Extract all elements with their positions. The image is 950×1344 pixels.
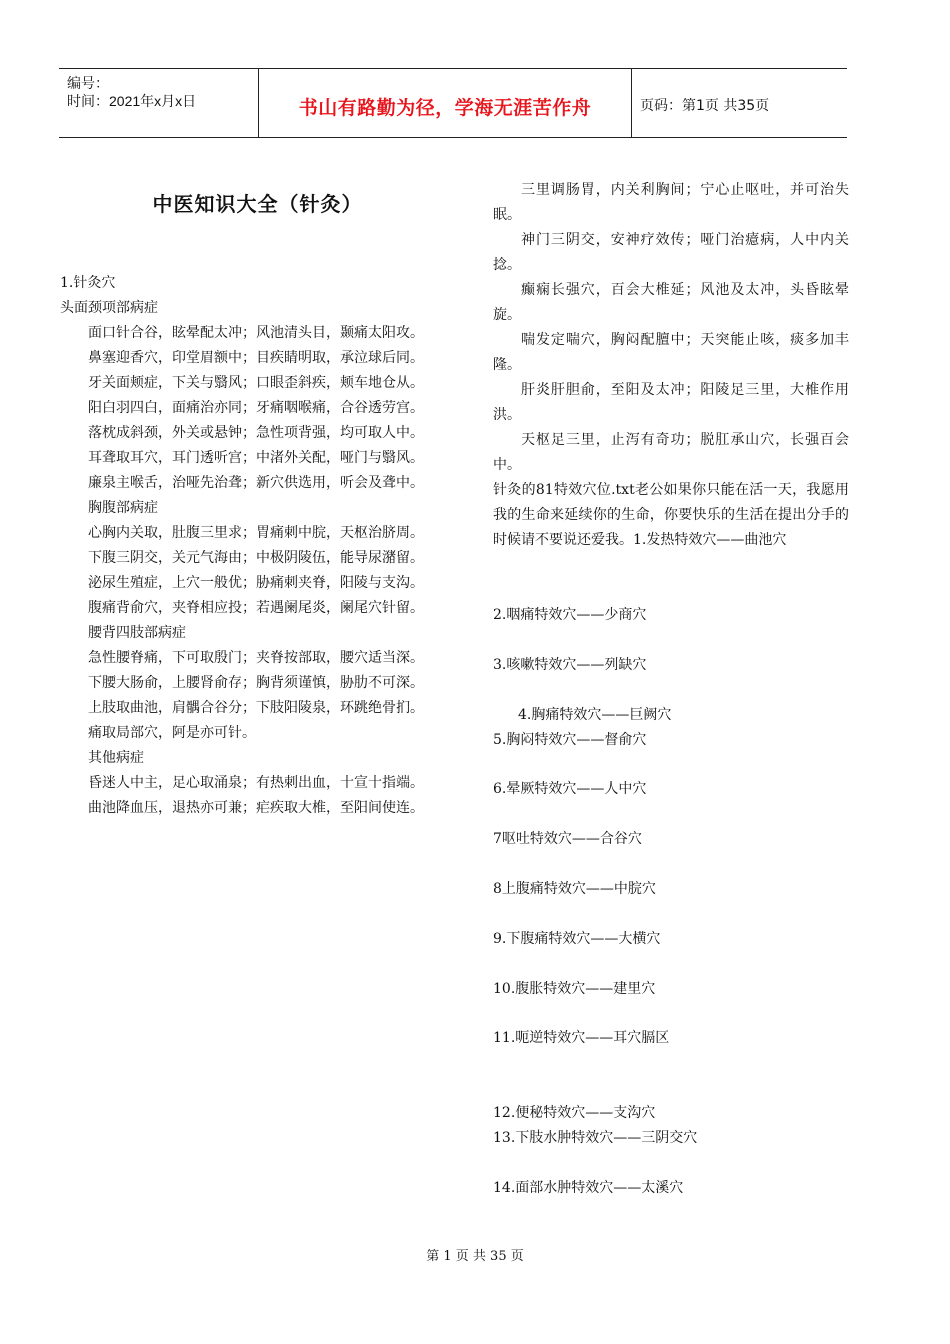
verse-paragraph: 心胸内关取，肚腹三里求；胃痛刺中脘，天枢治脐周。 — [88, 525, 424, 541]
page-header — [59, 68, 847, 138]
page-footer: 第 1 页 共 35 页 — [426, 1249, 524, 1264]
document-title: 中医知识大全（针灸） — [152, 192, 363, 216]
verse-paragraph: 廉泉主喉舌，治哑先治聋；新穴供选用，听会及聋中。 — [88, 475, 424, 491]
verse-paragraph: 昏迷人中主，足心取涌泉；有热刺出血，十宣十指端。 — [88, 775, 424, 791]
header-motto-cell — [259, 69, 632, 137]
list-item: 13.下肢水肿特效穴——三阴交穴 — [493, 1130, 698, 1146]
header-page-cell — [632, 69, 847, 137]
list-item: 11.呃逆特效穴——耳穴膈区 — [493, 1030, 670, 1046]
verse-paragraph: 癫痫长强穴，百会大椎延；风池及太冲，头昏眩晕旋。 — [493, 282, 849, 323]
document-number-label: 编号： — [67, 75, 109, 91]
list-item: 4.胸痛特效穴——巨阙穴 — [518, 707, 672, 723]
verse-paragraph: 痛取局部穴，阿是亦可针。 — [88, 725, 256, 741]
verse-paragraph: 三里调肠胃，内关利胸间；宁心止呕吐，并可治失眠。 — [493, 182, 849, 223]
verse-paragraph: 鼻塞迎香穴，印堂眉额中；目疾睛明取，承泣球后同。 — [88, 350, 424, 366]
verse-paragraph: 下腹三阴交，关元气海由；中极阴陵伍，能导尿潴留。 — [88, 550, 424, 566]
verse-paragraph: 下腰大肠俞，上腰肾俞存；胸背须谨慎，胁肋不可深。 — [88, 675, 424, 691]
header-meta — [59, 69, 259, 137]
list-item: 8上腹痛特效穴——中脘穴 — [493, 881, 656, 897]
intro-paragraph: 针灸的81特效穴位.txt老公如果你只能在活一天，我愿用我的生命来延续你的生命，你要快乐的生活在提出分手的时候请不要说还爱我。1.发热特效穴——曲池穴 — [493, 482, 849, 548]
header-page-number: 页码：第1页 共35页 — [640, 98, 770, 114]
left-column — [60, 271, 458, 821]
list-item: 2.咽痛特效穴——少商穴 — [493, 607, 647, 623]
document-time-label: 时间：2021年x月x日 — [67, 93, 197, 109]
verse-paragraph: 喘发定喘穴，胸闷配膻中；天突能止咳，痰多加丰隆。 — [493, 332, 849, 373]
verse-paragraph: 落枕成斜颈，外关或悬钟；急性项背强，均可取人中。 — [88, 425, 424, 441]
category-heading: 腰背四肢部病症 — [88, 625, 186, 641]
list-item: 14.面部水肿特效穴——太溪穴 — [493, 1180, 684, 1196]
verse-paragraph: 耳聋取耳穴，耳门透听宫；中渚外关配，哑门与翳风。 — [88, 450, 424, 466]
category-heading: 头面颈项部病症 — [60, 300, 158, 316]
verse-paragraph: 曲池降血压，退热亦可兼；疟疾取大椎，至阳间使连。 — [88, 800, 424, 816]
verse-paragraph: 阳白羽四白，面痛治亦同；牙痛咽喉痛，合谷透劳宫。 — [88, 400, 424, 416]
list-item: 3.咳嗽特效穴——列缺穴 — [493, 657, 647, 673]
verse-paragraph: 急性腰脊痛，下可取殷门；夹脊按部取，腰穴适当深。 — [88, 650, 424, 666]
verse-paragraph: 泌尿生殖症，上穴一般优；胁痛刺夹脊，阳陵与支沟。 — [88, 575, 424, 591]
category-heading: 其他病症 — [88, 750, 144, 766]
verse-paragraph: 神门三阴交，安神疗效传；哑门治癔病，人中内关捻。 — [493, 232, 849, 273]
right-column — [493, 178, 849, 553]
list-item: 12.便秘特效穴——支沟穴 — [493, 1105, 656, 1121]
list-item: 5.胸闷特效穴——督俞穴 — [493, 732, 647, 748]
list-item: 10.腹胀特效穴——建里穴 — [493, 981, 656, 997]
header-motto: 书山有路勤为径，学海无涯苦作舟 — [298, 96, 592, 119]
list-item: 9.下腹痛特效穴——大横穴 — [493, 931, 661, 947]
verse-paragraph: 腹痛背俞穴，夹脊相应投；若遇阑尾炎，阑尾穴针留。 — [88, 600, 424, 616]
list-item: 6.晕厥特效穴——人中穴 — [493, 781, 647, 797]
verse-paragraph: 上肢取曲池，肩髃合谷分；下肢阳陵泉，环跳绝骨扪。 — [88, 700, 424, 716]
verse-paragraph: 牙关面颊症，下关与翳风；口眼歪斜疾，颊车地仓从。 — [88, 375, 424, 391]
section-heading: 1.针灸穴 — [60, 275, 116, 291]
verse-paragraph: 天枢足三里，止泻有奇功；脱肛承山穴，长强百会中。 — [493, 432, 849, 473]
verse-paragraph: 肝炎肝胆俞，至阳及太冲；阳陵足三里，大椎作用洪。 — [493, 382, 849, 423]
list-item: 7呕吐特效穴——合谷穴 — [493, 831, 642, 847]
verse-paragraph: 面口针合谷，眩晕配太冲；风池清头目，颞痛太阳攻。 — [88, 325, 424, 341]
category-heading: 胸腹部病症 — [88, 500, 158, 516]
